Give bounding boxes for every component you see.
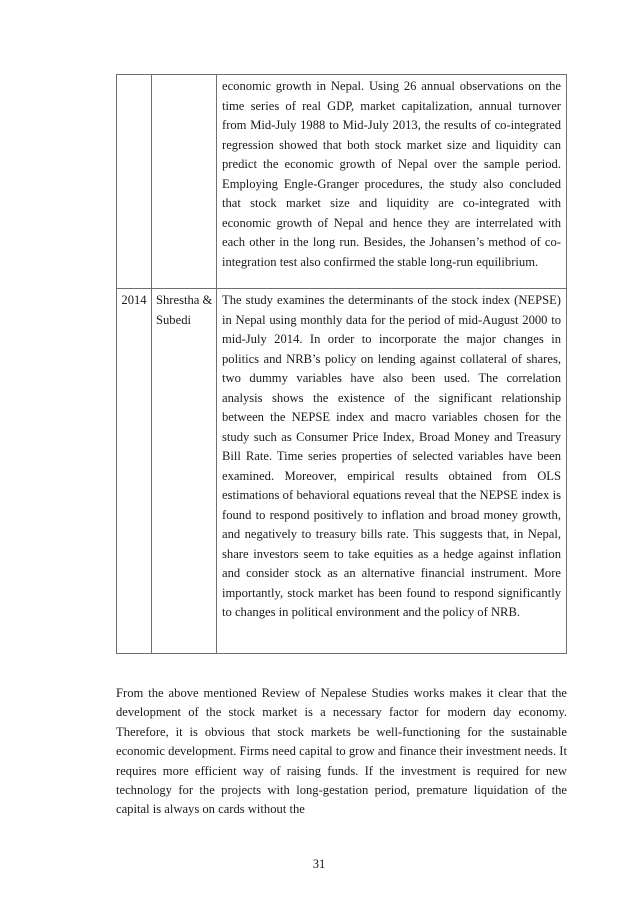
- author-cell: [152, 75, 217, 289]
- author-cell: Shrestha & Subedi: [152, 289, 217, 654]
- table-row: [117, 75, 567, 289]
- literature-review-table: [116, 74, 567, 654]
- year-cell: [117, 75, 152, 289]
- summary-cell: The study examines the determinants of the stock index (NEPSE) in Nepal using monthly data for the period of mid-August 2000 to mid-July 2014. In order to incorporate the major changes in politics and NRB’s policy on lending against collateral of shares, two dummy variables have also been used. The correlation analysis shows the existence of the significant relationship between the NEPSE index and macro variables chosen for the study such as Consumer Price Index, Broad Money and Treasury Bill Rate. Time series properties of selected variables have been examined. Moreover, empirical results obtained from OLS estimations of behavioral equations reveal that the NEPSE index is found to respond positively to inflation and broad money growth, and negatively to treasury bills rate. This suggests that, in Nepal, share investors seem to take equities as a hedge against inflation and consider stock as an alternative financial instrument. More importantly, stock market has been found to respond significantly to changes in political environment and the policy of NRB.: [217, 289, 567, 654]
- body-paragraph: From the above mentioned Review of Nepalese Studies works makes it clear that the development of the stock market is a necessary factor for modern day economy. Therefore, it is obvious that stock markets be well-functioning for the sustainable economic development. Firms need capital to grow and finance their investment needs. It requires more efficient way of raising funds. If the investment is required for new technology for the projects with long-gestation period, premature liquidation of the capital is always on cards without the: [116, 686, 567, 817]
- table-row: [117, 289, 567, 654]
- page-number: 31: [312, 857, 326, 871]
- summary-cell: economic growth in Nepal. Using 26 annual observations on the time series of real GDP, market capitalization, annual turnover from Mid-July 1988 to Mid-July 2013, the results of co-integrated regression showed that both stock market size and liquidity can predict the economic growth of Nepal over the sample period. Employing Engle-Granger procedures, the study also concluded that stock market size and liquidity are co-integrated with economic growth of Nepal and hence they are interrelated with each other in the long run. Besides, the Johansen’s method of co-integration test also confirmed the stable long-run equilibrium.: [217, 75, 567, 289]
- year-cell: 2014: [117, 289, 152, 654]
